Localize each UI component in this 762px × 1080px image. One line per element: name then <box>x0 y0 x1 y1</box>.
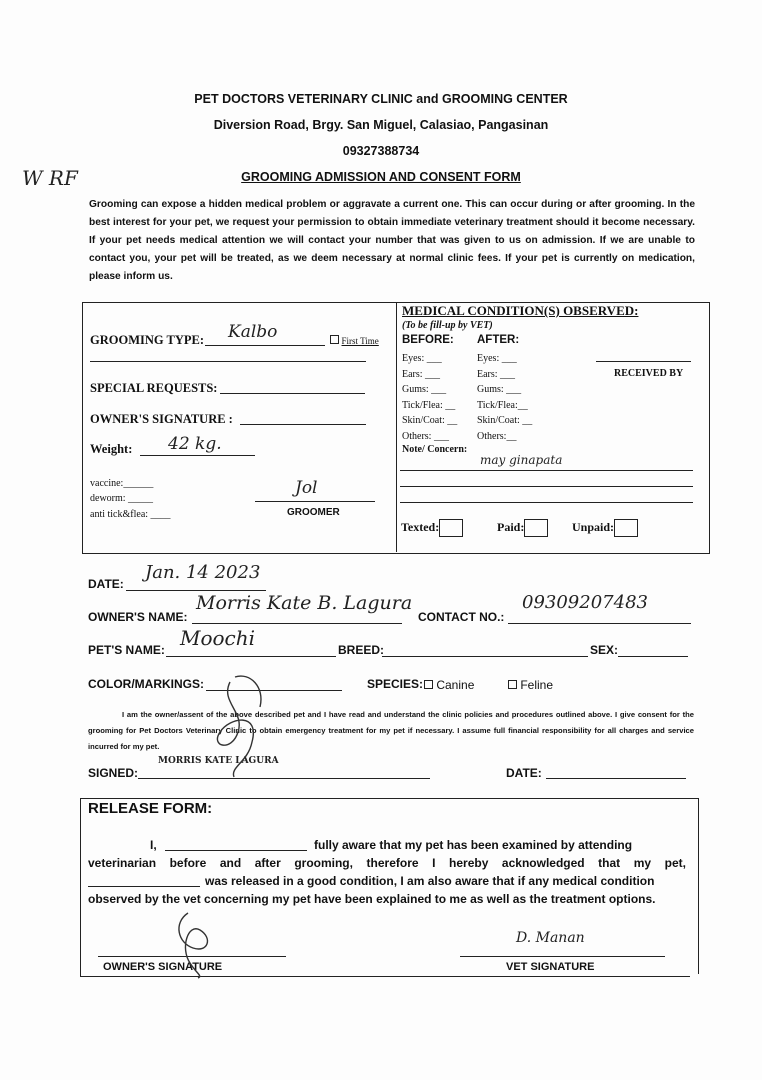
contact-label: CONTACT NO.: <box>418 610 505 624</box>
groomer-label: GROOMER <box>287 507 340 518</box>
feline-checkbox[interactable] <box>508 680 517 689</box>
after-item: Skin/Coat: __ <box>477 415 533 427</box>
canine-option[interactable] <box>424 678 474 692</box>
first-time-box[interactable] <box>330 335 339 344</box>
weight-value[interactable]: 42 kg. <box>168 434 222 454</box>
special-requests-label: SPECIAL REQUESTS: <box>90 381 218 395</box>
date-line <box>126 590 266 591</box>
groomer-value[interactable]: Jol <box>295 478 318 498</box>
before-item: Others: ___ <box>402 430 449 442</box>
signed-label: SIGNED: <box>88 766 139 780</box>
vaccine-label: vaccine:______ <box>90 478 154 489</box>
release-box-right <box>698 798 699 974</box>
canine-label: Canine <box>436 678 475 692</box>
after-item: Tick/Flea:__ <box>477 399 528 411</box>
special-requests-line[interactable] <box>220 393 365 394</box>
release-owner-name-line[interactable] <box>165 850 307 851</box>
note-value[interactable]: may ginapata <box>480 453 563 467</box>
unpaid-checkbox[interactable] <box>614 519 638 537</box>
pet-name-line <box>166 656 336 657</box>
release-line4: observed by the vet concerning my pet have been explained to me as well as the treatment options. <box>88 892 656 906</box>
release-title: RELEASE FORM: <box>88 800 213 817</box>
contact-line <box>508 623 691 624</box>
after-item: Ears: ___ <box>477 368 516 380</box>
date2-label: DATE: <box>506 766 542 780</box>
paid-checkbox[interactable] <box>524 519 548 537</box>
received-by-line[interactable] <box>596 361 691 362</box>
before-item: Ears: ___ <box>402 368 441 380</box>
release-owner-sig-label: OWNER'S SIGNATURE <box>103 961 223 973</box>
grooming-type-label: GROOMING TYPE: <box>90 333 205 347</box>
texted-label: Texted: <box>401 519 440 534</box>
sex-label: SEX: <box>590 643 619 657</box>
unpaid-label: Unpaid: <box>572 519 615 534</box>
date2-line[interactable] <box>546 778 686 779</box>
color-label: COLOR/MARKINGS: <box>88 677 204 691</box>
release-pet-name-line[interactable] <box>88 886 200 887</box>
release-owner-signature-scribble <box>168 908 228 980</box>
breed-label: BREED: <box>338 643 385 657</box>
owner-name-label: OWNER'S NAME: <box>88 610 188 624</box>
grooming-extra-line <box>90 361 366 362</box>
clinic-name: PET DOCTORS VETERINARY CLINIC and GROOMING CENTER <box>194 92 568 106</box>
paid-field[interactable] <box>497 519 548 537</box>
after-list <box>477 351 532 445</box>
before-list <box>402 351 457 445</box>
groomer-line <box>255 501 375 502</box>
grooming-type-line <box>205 345 325 346</box>
feline-option[interactable] <box>508 678 553 692</box>
release-line3-post: was released in a good condition, I am also aware that if any medical condition <box>205 874 655 888</box>
weight-label: Weight: <box>90 442 133 456</box>
after-item: Eyes: ___ <box>477 353 517 364</box>
paid-label: Paid: <box>497 519 525 534</box>
note-line-3 <box>400 502 693 503</box>
weight-line <box>140 455 255 456</box>
after-item: Others:__ <box>477 430 517 442</box>
note-label: Note/ Concern: <box>402 444 468 455</box>
panel-divider <box>396 302 397 552</box>
grooming-type-value[interactable]: Kalbo <box>228 322 278 342</box>
margin-note: W RF <box>22 166 78 190</box>
medical-subtitle: (To be fill-up by VET) <box>402 320 493 331</box>
first-time-checkbox[interactable] <box>330 335 379 346</box>
before-item: Gums: ___ <box>402 384 447 396</box>
texted-checkbox[interactable] <box>439 519 463 537</box>
owner-signature-scribble <box>190 672 280 782</box>
owner-name-value[interactable]: Morris Kate B. Lagura <box>196 592 413 614</box>
owner-name-line <box>192 623 402 624</box>
signed-line[interactable] <box>138 778 430 779</box>
received-by-label: RECEIVED BY <box>614 368 684 379</box>
before-label: BEFORE: <box>402 334 454 346</box>
deworm-label: deworm: _____ <box>90 493 154 504</box>
canine-checkbox[interactable] <box>424 680 433 689</box>
release-line1-pre: I, <box>150 838 157 852</box>
date-value[interactable]: Jan. 14 2023 <box>145 562 261 583</box>
before-item: Tick/Flea: __ <box>402 399 456 411</box>
contact-value[interactable]: 09309207483 <box>522 592 648 613</box>
date-label: DATE: <box>88 577 124 591</box>
pet-name-label: PET'S NAME: <box>88 643 165 657</box>
intro-paragraph: Grooming can expose a hidden medical problem or aggravate a current one. This can occur during or after grooming. In the best interest for your pet, we request your permission to obtain immediate veterinary treatment should it become necessary. If your pet needs medical attention we will contact your number that was given to us on admission. If we are unable to contact you, your pet will be treated, as we deem necessary at normal clinic fees. If your pet is currently on medication, please inform us. <box>89 199 695 282</box>
medical-title: MEDICAL CONDITION(S) OBSERVED: <box>402 303 639 318</box>
owner-signature-label: OWNER'S SIGNATURE : <box>90 412 233 426</box>
signed-value[interactable]: MORRIS KATE LAGURA <box>158 756 279 766</box>
sex-line[interactable] <box>618 656 688 657</box>
after-label: AFTER: <box>477 334 520 346</box>
note-line-1 <box>400 470 693 471</box>
first-time-label: First Time <box>341 336 379 346</box>
texted-field[interactable] <box>401 519 463 537</box>
release-line1-post: fully aware that my pet has been examined by attending <box>314 838 633 852</box>
before-item: Skin/Coat: __ <box>402 415 458 427</box>
note-line-2 <box>400 486 693 487</box>
unpaid-field[interactable] <box>572 519 638 537</box>
after-item: Gums: ___ <box>477 384 522 396</box>
release-line2: veterinarian before and after grooming, therefore I hereby acknowledged that my pet, <box>88 856 686 870</box>
anti-tick-label: anti tick&flea: ____ <box>90 509 171 520</box>
release-vet-sig-label: VET SIGNATURE <box>506 961 595 973</box>
consent-text: I am the owner/assent of the above described pet and I have read and understand the clinic policies and procedures outlined above. I give consent for the grooming for Pet Doctors Veterinary Clinic to obtain emergency treatment for my pet if necessary. I assume full financial responsibility for all charges and service incurred for my pet. <box>88 710 694 751</box>
release-vet-sig-value: D. Manan <box>516 930 585 946</box>
feline-label: Feline <box>520 678 554 692</box>
clinic-address: Diversion Road, Brgy. San Miguel, Calasiao, Pangasinan <box>213 118 549 132</box>
before-item: Eyes: ___ <box>402 353 442 364</box>
form-title: GROOMING ADMISSION AND CONSENT FORM <box>241 170 521 184</box>
clinic-phone: 09327388734 <box>342 144 420 158</box>
owner-signature-line[interactable] <box>240 424 366 425</box>
release-vet-sig-line[interactable] <box>460 956 665 957</box>
breed-line[interactable] <box>382 656 588 657</box>
species-label: SPECIES: <box>367 677 424 691</box>
pet-name-value[interactable]: Moochi <box>180 626 256 650</box>
